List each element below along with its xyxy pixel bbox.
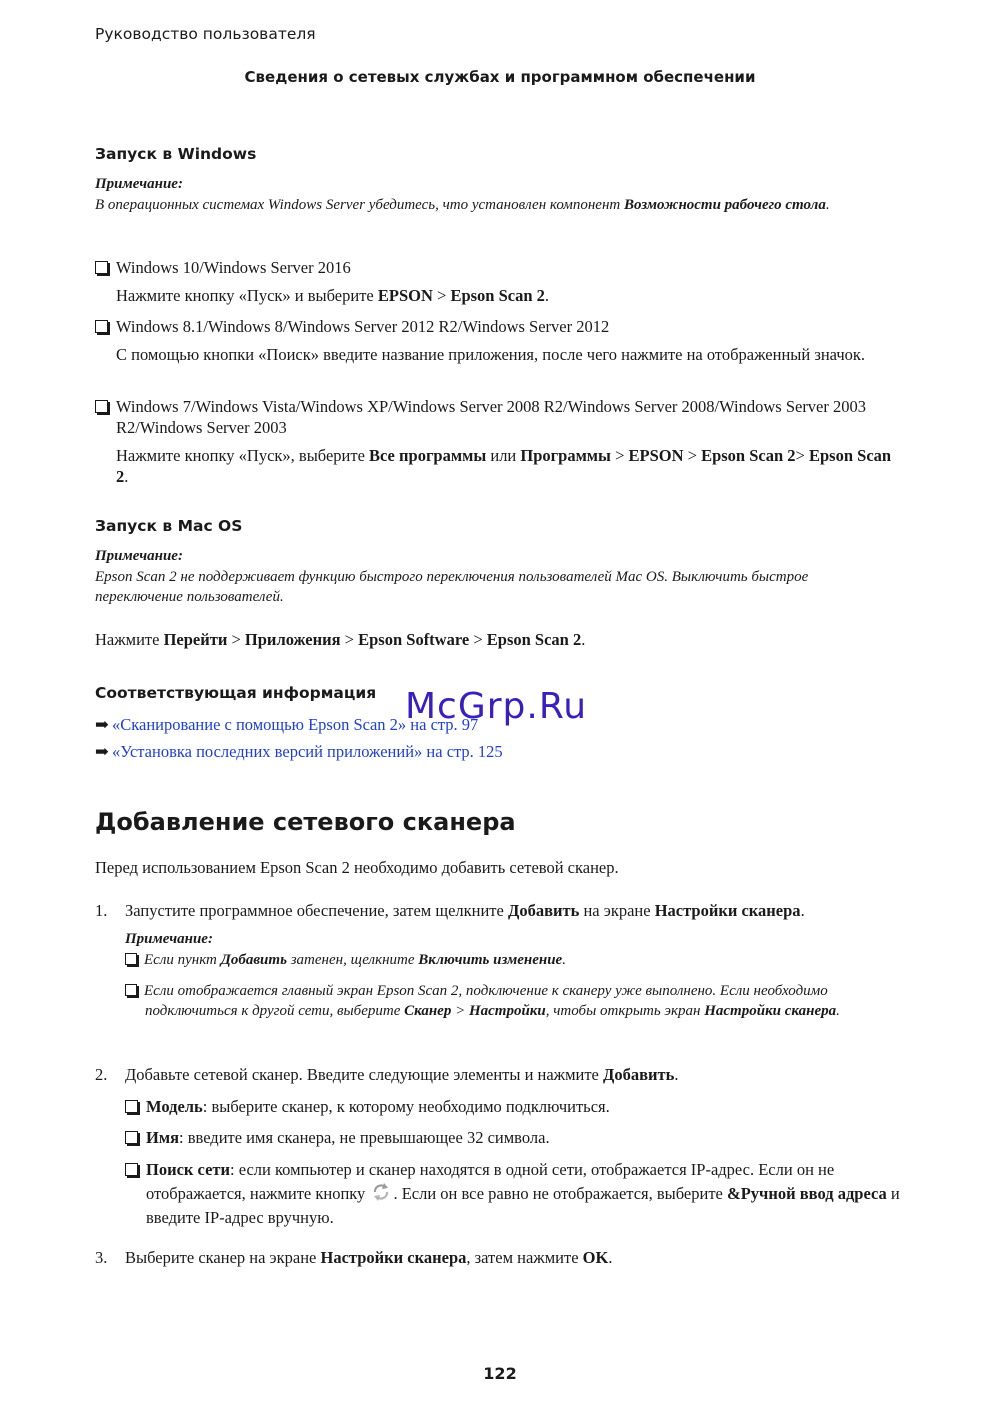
step-2-item-model: Модель: выберите сканер, к которому необходимо подключиться. xyxy=(125,1096,610,1117)
step-3-text: Выберите сканер на экране Настройки сканера, затем нажмите OK. xyxy=(125,1248,613,1267)
related-link-1[interactable]: ➡ «Сканирование с помощью Epson Scan 2» на стр. 97 xyxy=(95,715,479,734)
arrow-right-icon: ➡ xyxy=(95,715,109,734)
windows-item-1-title: Windows 10/Windows Server 2016 xyxy=(95,257,351,278)
windows-note-text: В операционных системах Windows Server убедитесь, что установлен компонент Возможности рабочего стола. xyxy=(95,197,830,213)
arrow-right-icon: ➡ xyxy=(95,742,109,761)
step-3-number: 3. xyxy=(95,1248,108,1267)
add-scanner-heading: Добавление сетевого сканера xyxy=(95,808,516,836)
watermark: McGrp.Ru xyxy=(405,686,588,727)
checkbox-bullet-icon xyxy=(125,984,137,996)
checkbox-bullet-icon xyxy=(95,320,108,333)
related-link-2[interactable]: ➡ «Установка последних версий приложений» на стр. 125 xyxy=(95,742,503,761)
step-1-text: Запустите программное обеспечение, затем щелкните Добавить на экране Настройки сканера. xyxy=(125,901,805,920)
section-title: Сведения о сетевых службах и программном обеспечении xyxy=(244,68,756,86)
page-number: 122 xyxy=(483,1364,517,1383)
step-1-number: 1. xyxy=(95,901,108,920)
macos-note-text: Epson Scan 2 не поддерживает функцию быстрого переключения пользователей Mac OS. Выключить быстрое переключение пользователей. xyxy=(95,569,809,605)
windows-heading: Запуск в Windows xyxy=(95,145,257,163)
macos-note-label: Примечание: xyxy=(95,548,183,564)
step-1-note-label: Примечание: xyxy=(125,931,213,947)
windows-item-1-text: Нажмите кнопку «Пуск» и выберите EPSON > Epson Scan 2. xyxy=(116,286,550,305)
windows-item-3-title: Windows 7/Windows Vista/Windows XP/Windows Server 2008 R2/Windows Server 2008/Windows Server 2003 R2/Windows Server 2003 xyxy=(95,396,931,438)
step-1-note-2: Если отображается главный экран Epson Scan 2, подключение к сканеру уже выполнено. Если необходимо подключиться к другой сети, выберите Сканер > Настройки, чтобы открыть экран Настройки сканера. xyxy=(125,981,890,1021)
step-1-note-1: Если пункт Добавить затенен, щелкните Включить изменение. xyxy=(125,950,566,970)
windows-note-label: Примечание: xyxy=(95,176,183,192)
windows-item-2-text: С помощью кнопки «Поиск» введите название приложения, после чего нажмите на отображенный значок. xyxy=(116,345,866,364)
checkbox-bullet-icon xyxy=(125,953,137,965)
windows-item-2-title: Windows 8.1/Windows 8/Windows Server 2012 R2/Windows Server 2012 xyxy=(95,316,609,337)
step-2-item-network-search: Поиск сети: если компьютер и сканер находятся в одной сети, отображается IP-адрес. Если он не отображается, нажмите кнопку . Если он все равно не отображается, выберите &Ручной ввод адреса и введите IP-адрес вручную. xyxy=(125,1158,911,1230)
macos-heading: Запуск в Mac OS xyxy=(95,517,243,535)
step-2-item-name: Имя: введите имя сканера, не превышающее 32 символа. xyxy=(125,1127,550,1148)
checkbox-bullet-icon xyxy=(125,1131,138,1144)
document-title: Руководство пользователя xyxy=(95,25,316,43)
refresh-icon[interactable] xyxy=(369,1182,393,1202)
macos-instructions: Нажмите Перейти > Приложения > Epson Software > Epson Scan 2. xyxy=(95,630,586,649)
checkbox-bullet-icon xyxy=(95,261,108,274)
step-2-text: Добавьте сетевой сканер. Введите следующие элементы и нажмите Добавить. xyxy=(125,1065,679,1084)
add-scanner-intro: Перед использованием Epson Scan 2 необходимо добавить сетевой сканер. xyxy=(95,858,619,877)
checkbox-bullet-icon xyxy=(125,1100,138,1113)
step-2-number: 2. xyxy=(95,1065,108,1084)
windows-item-3-text: Нажмите кнопку «Пуск», выберите Все программы или Программы > EPSON > Epson Scan 2> Epson Scan 2. xyxy=(116,446,892,486)
checkbox-bullet-icon xyxy=(95,400,108,413)
related-heading: Соответствующая информация xyxy=(95,684,377,702)
checkbox-bullet-icon xyxy=(125,1163,138,1176)
